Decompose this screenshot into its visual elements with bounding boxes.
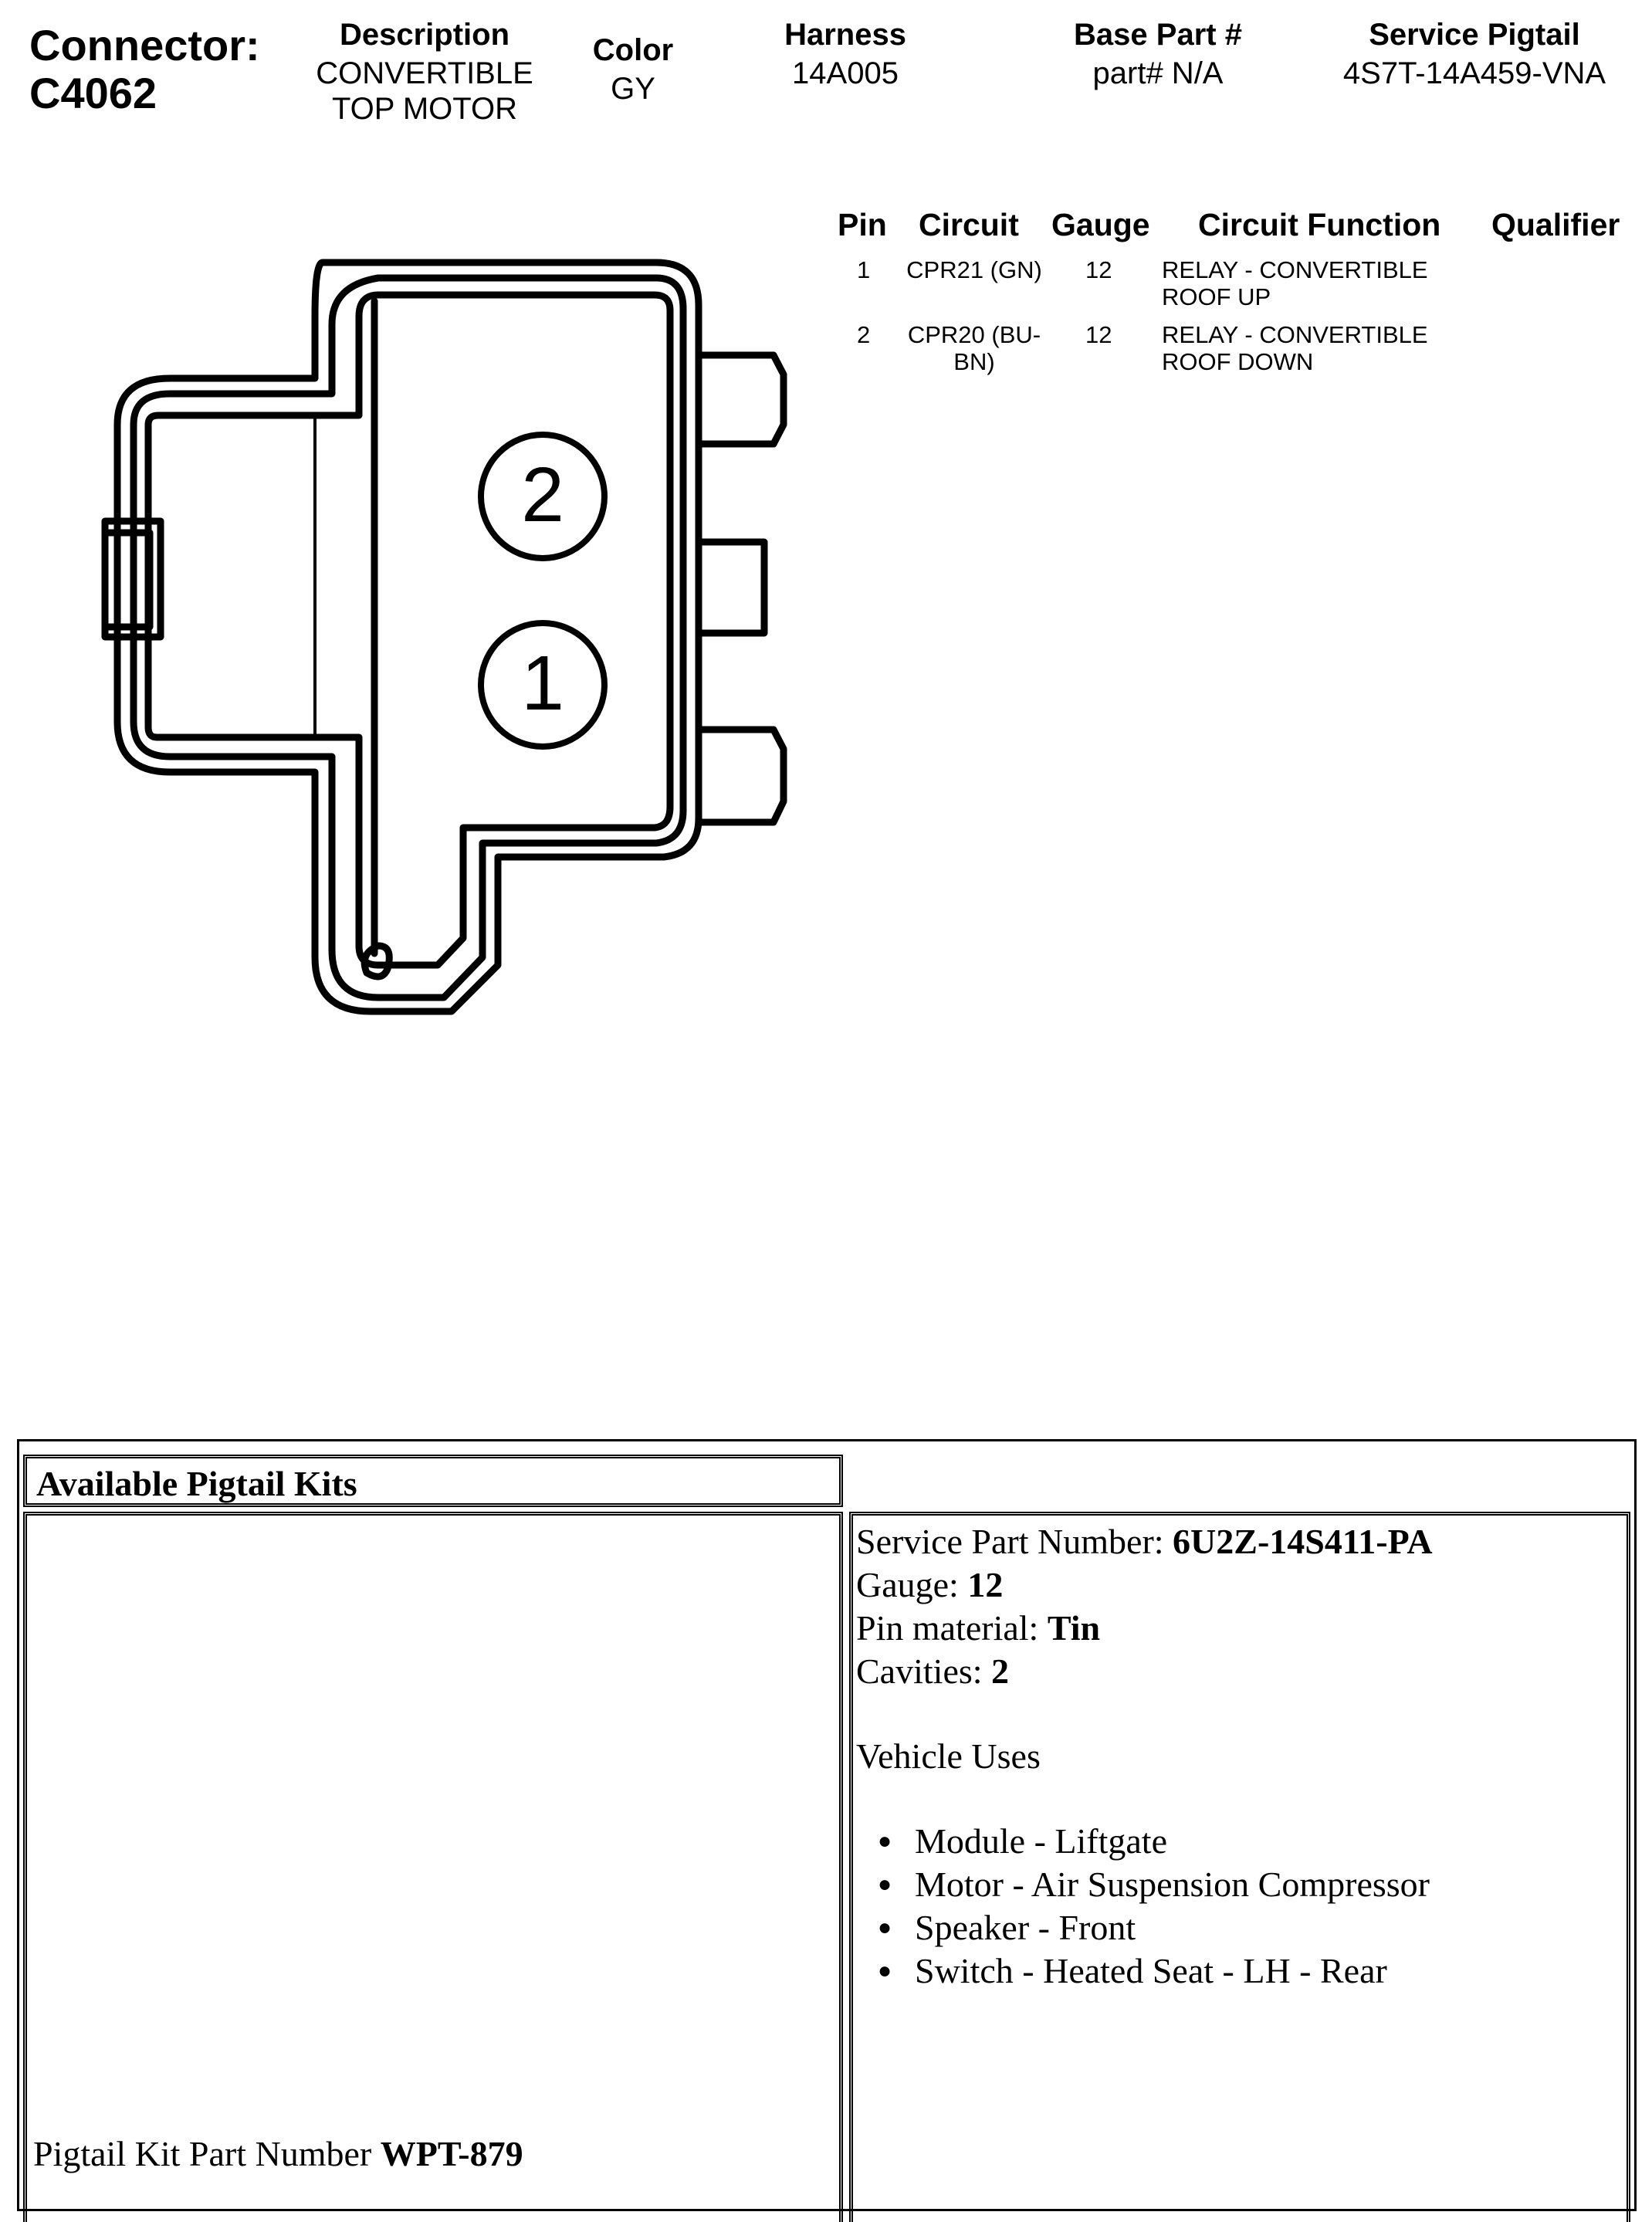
service-pigtail-value: 4S7T-14A459-VNA <box>1342 56 1606 90</box>
cavities-row <box>856 1650 1433 1693</box>
connector-label: Connector: <box>29 21 260 69</box>
table-row-2-function-line2: ROOF DOWN <box>1162 348 1314 375</box>
right-tab-top <box>701 355 784 444</box>
table-row-1-circuit <box>900 256 1048 283</box>
pigtail-kits-title: Available Pigtail Kits <box>36 1464 357 1503</box>
connector-id: C4062 <box>29 69 157 117</box>
pin-column-header: Pin <box>838 207 887 242</box>
kit-part-label: Pigtail Kit Part Number <box>33 2134 381 2173</box>
pigtail-kits-title-cell <box>23 1455 843 1507</box>
color-value: GY <box>611 72 655 106</box>
table-row-1-circuit-line1: CPR21 (GN) <box>906 256 1042 283</box>
harness-column <box>733 14 957 91</box>
table-row-2-circuit-line2: BN) <box>953 348 995 375</box>
connector-header <box>0 14 1652 145</box>
gauge-value: 12 <box>967 1565 1004 1604</box>
service-part-label: Service Part Number: <box>856 1522 1173 1561</box>
description-header: Description <box>339 18 510 52</box>
table-row-2-gauge: 12 <box>1085 321 1112 348</box>
cavity-1-label: 1 <box>521 640 564 727</box>
description-line-1: CONVERTIBLE <box>316 56 533 90</box>
color-column <box>571 29 695 107</box>
table-row-2-function <box>1162 321 1428 375</box>
gauge-label: Gauge: <box>856 1565 968 1604</box>
cavity-2-label: 2 <box>521 452 564 538</box>
pigtail-kit-image-cell <box>23 1512 843 2222</box>
cavities-value: 2 <box>991 1651 1010 1691</box>
list-item <box>878 1820 1433 1863</box>
connector-title <box>29 22 260 117</box>
vehicle-uses-title: Vehicle Uses <box>856 1736 1041 1776</box>
pigtail-kit-specs <box>856 1520 1433 1993</box>
pigtail-kit-details-cell <box>849 1512 1630 2222</box>
table-row-1-function <box>1162 256 1428 310</box>
connector-face-drawing <box>54 239 811 1035</box>
gauge-column-header: Gauge <box>1051 207 1150 242</box>
service-part-value: 6U2Z-14S411-PA <box>1173 1522 1433 1561</box>
circuit-column-header: Circuit <box>919 207 1019 242</box>
description-line-2: TOP MOTOR <box>331 92 518 126</box>
kit-part-value: WPT-879 <box>380 2134 523 2173</box>
right-tab-bottom <box>701 730 784 822</box>
service-pigtail-column <box>1305 14 1644 91</box>
table-row-2-pin: 2 <box>857 321 871 348</box>
gauge-row <box>856 1563 1433 1607</box>
vehicle-uses-list <box>856 1820 1433 1993</box>
bullet-icon: ● <box>878 1958 892 1983</box>
cavities-label: Cavities: <box>856 1651 992 1691</box>
pin-material-value: Tin <box>1047 1608 1101 1648</box>
list-item <box>878 1949 1433 1993</box>
pigtail-kit-part-number <box>33 2133 523 2174</box>
vehicle-use-text: Module - Liftgate <box>915 1821 1168 1861</box>
housing-outer-outline <box>117 263 699 1011</box>
table-row-2-circuit <box>900 321 1048 375</box>
right-tab-middle <box>701 542 764 633</box>
vehicle-use-text: Speaker - Front <box>915 1908 1136 1947</box>
base-part-value: part# N/A <box>1092 56 1224 90</box>
bullet-icon: ● <box>878 1871 892 1897</box>
housing-inner-outline <box>134 278 683 998</box>
service-part-number-row <box>856 1520 1433 1563</box>
base-part-column <box>1034 14 1281 91</box>
vehicle-use-text: Motor - Air Suspension Compressor <box>915 1865 1430 1904</box>
table-row-1-function-line2: ROOF UP <box>1162 283 1271 310</box>
bullet-icon: ● <box>878 1915 892 1940</box>
left-latch-inner <box>105 533 150 627</box>
list-item <box>878 1906 1433 1949</box>
pin-material-label: Pin material: <box>856 1608 1048 1648</box>
harness-header: Harness <box>784 18 906 52</box>
table-row-2-function-line1: RELAY - CONVERTIBLE <box>1162 321 1428 348</box>
description-column <box>293 14 556 127</box>
harness-value: 14A005 <box>792 56 899 90</box>
table-row-1-gauge: 12 <box>1085 256 1112 283</box>
table-row-1-function-line1: RELAY - CONVERTIBLE <box>1162 256 1428 283</box>
vehicle-use-text: Switch - Heated Seat - LH - Rear <box>915 1951 1387 1990</box>
function-column-header: Circuit Function <box>1198 207 1441 242</box>
list-item <box>878 1863 1433 1906</box>
table-row-1-pin: 1 <box>857 256 871 283</box>
qualifier-column-header: Qualifier <box>1491 207 1620 242</box>
color-header: Color <box>592 33 674 67</box>
table-row-2-circuit-line1: CPR20 (BU- <box>907 321 1041 348</box>
service-pigtail-header: Service Pigtail <box>1369 18 1580 52</box>
bullet-icon: ● <box>878 1828 892 1854</box>
pin-material-row <box>856 1607 1433 1650</box>
base-part-header: Base Part # <box>1074 18 1242 52</box>
